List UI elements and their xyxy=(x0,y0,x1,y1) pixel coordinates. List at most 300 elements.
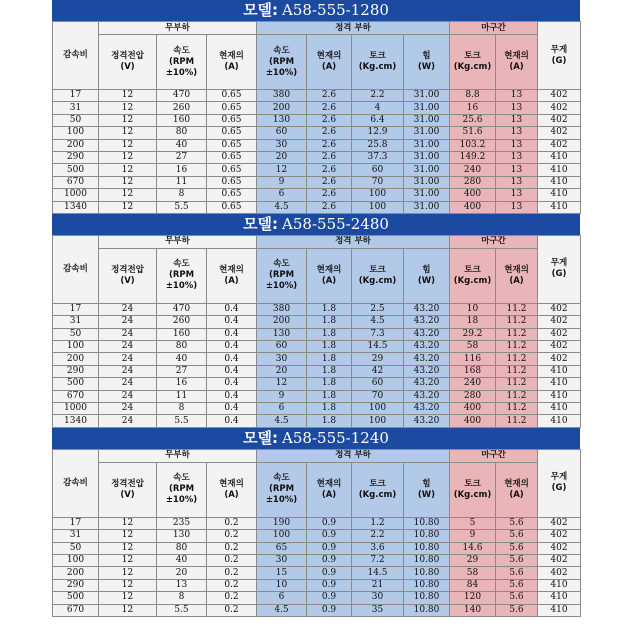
rated-voltage-cell: 12 xyxy=(99,139,157,151)
stall-current-cell: 5.6 xyxy=(496,517,538,529)
no-load-speed-cell: 40 xyxy=(157,353,207,365)
rated-torque-cell: 70 xyxy=(352,176,404,188)
stall-torque-cell: 400 xyxy=(450,403,496,415)
rated-voltage-cell: 12 xyxy=(99,604,157,616)
weight-cell: 402 xyxy=(538,341,581,353)
stall-current-cell: 11.2 xyxy=(496,390,538,402)
no-load-current-cell: 0.4 xyxy=(207,365,257,377)
no-load-current-cell: 0.65 xyxy=(207,164,257,176)
rated-torque-cell: 21 xyxy=(352,579,404,591)
weight-cell: 410 xyxy=(538,378,581,390)
header-reduction-ratio: 감속비 xyxy=(53,235,99,303)
rated-speed-cell: 30 xyxy=(257,554,307,566)
reduction-ratio-cell: 50 xyxy=(53,114,99,126)
rated-torque-cell: 37.3 xyxy=(352,151,404,163)
stall-current-cell: 13 xyxy=(496,139,538,151)
rated-current-cell: 0.9 xyxy=(307,542,352,554)
rated-speed-cell: 6 xyxy=(257,189,307,201)
stall-current-cell: 11.2 xyxy=(496,353,538,365)
rated-speed-cell: 60 xyxy=(257,341,307,353)
model-label: 모델: xyxy=(243,428,279,447)
table-row xyxy=(53,567,581,579)
no-load-current-cell: 0.4 xyxy=(207,390,257,402)
header-rated-power: 힘 (W) xyxy=(404,35,450,90)
reduction-ratio-cell: 200 xyxy=(53,567,99,579)
stall-current-cell: 11.2 xyxy=(496,341,538,353)
rated-voltage-cell: 24 xyxy=(99,353,157,365)
rated-voltage-cell: 12 xyxy=(99,127,157,139)
rated-speed-cell: 380 xyxy=(257,303,307,315)
stall-torque-cell: 16 xyxy=(450,102,496,114)
rated-voltage-cell: 24 xyxy=(99,365,157,377)
rated-power-cell: 43.20 xyxy=(404,328,450,340)
reduction-ratio-cell: 670 xyxy=(53,176,99,188)
stall-torque-cell: 58 xyxy=(450,567,496,579)
rated-speed-cell: 9 xyxy=(257,176,307,188)
rated-power-cell: 31.00 xyxy=(404,151,450,163)
rated-speed-cell: 6 xyxy=(257,592,307,604)
rated-torque-cell: 2.2 xyxy=(352,530,404,542)
model-section xyxy=(52,428,580,617)
reduction-ratio-cell: 200 xyxy=(53,139,99,151)
stall-torque-cell: 25.6 xyxy=(450,114,496,126)
weight-cell: 402 xyxy=(538,554,581,566)
no-load-speed-cell: 8 xyxy=(157,403,207,415)
rated-torque-cell: 4 xyxy=(352,102,404,114)
reduction-ratio-cell: 17 xyxy=(53,517,99,529)
header-reduction-ratio: 감속비 xyxy=(53,449,99,517)
rated-power-cell: 31.00 xyxy=(404,176,450,188)
rated-speed-cell: 65 xyxy=(257,542,307,554)
stall-current-cell: 13 xyxy=(496,176,538,188)
reduction-ratio-cell: 17 xyxy=(53,90,99,102)
rated-current-cell: 1.8 xyxy=(307,316,352,328)
rated-voltage-cell: 12 xyxy=(99,530,157,542)
rated-voltage-cell: 24 xyxy=(99,415,157,427)
stall-current-cell: 5.6 xyxy=(496,567,538,579)
no-load-speed-cell: 11 xyxy=(157,176,207,188)
rated-voltage-cell: 24 xyxy=(99,328,157,340)
weight-cell: 410 xyxy=(538,592,581,604)
stall-current-cell: 11.2 xyxy=(496,403,538,415)
stall-torque-cell: 400 xyxy=(450,415,496,427)
no-load-current-cell: 0.4 xyxy=(207,316,257,328)
reduction-ratio-cell: 1000 xyxy=(53,189,99,201)
rated-voltage-cell: 12 xyxy=(99,517,157,529)
stall-current-cell: 5.6 xyxy=(496,604,538,616)
reduction-ratio-cell: 500 xyxy=(53,592,99,604)
stall-torque-cell: 168 xyxy=(450,365,496,377)
spec-sheet xyxy=(52,0,580,617)
header-rated-load: 정격 부하 xyxy=(257,449,450,462)
stall-current-cell: 5.6 xyxy=(496,530,538,542)
stall-current-cell: 5.6 xyxy=(496,592,538,604)
no-load-current-cell: 0.2 xyxy=(207,592,257,604)
reduction-ratio-cell: 290 xyxy=(53,151,99,163)
spec-table xyxy=(52,21,581,214)
rated-power-cell: 43.20 xyxy=(404,303,450,315)
no-load-current-cell: 0.65 xyxy=(207,90,257,102)
rated-current-cell: 0.9 xyxy=(307,592,352,604)
header-no-load: 무부하 xyxy=(99,449,257,462)
no-load-speed-cell: 80 xyxy=(157,341,207,353)
rated-torque-cell: 6.4 xyxy=(352,114,404,126)
reduction-ratio-cell: 100 xyxy=(53,554,99,566)
rated-power-cell: 31.00 xyxy=(404,90,450,102)
rated-current-cell: 2.6 xyxy=(307,114,352,126)
header-no-load-current: 현재의 (A) xyxy=(207,248,257,303)
rated-speed-cell: 6 xyxy=(257,403,307,415)
no-load-speed-cell: 260 xyxy=(157,102,207,114)
stall-torque-cell: 140 xyxy=(450,604,496,616)
rated-torque-cell: 70 xyxy=(352,390,404,402)
rated-current-cell: 0.9 xyxy=(307,530,352,542)
weight-cell: 402 xyxy=(538,542,581,554)
reduction-ratio-cell: 17 xyxy=(53,303,99,315)
stall-current-cell: 13 xyxy=(496,102,538,114)
rated-current-cell: 0.9 xyxy=(307,604,352,616)
no-load-current-cell: 0.65 xyxy=(207,176,257,188)
no-load-current-cell: 0.4 xyxy=(207,328,257,340)
rated-power-cell: 31.00 xyxy=(404,114,450,126)
weight-cell: 410 xyxy=(538,415,581,427)
stall-current-cell: 13 xyxy=(496,189,538,201)
weight-cell: 402 xyxy=(538,328,581,340)
no-load-current-cell: 0.4 xyxy=(207,415,257,427)
weight-cell: 402 xyxy=(538,127,581,139)
weight-cell: 402 xyxy=(538,567,581,579)
rated-current-cell: 2.6 xyxy=(307,139,352,151)
no-load-speed-cell: 40 xyxy=(157,554,207,566)
rated-torque-cell: 2.2 xyxy=(352,90,404,102)
rated-power-cell: 10.80 xyxy=(404,604,450,616)
rated-power-cell: 31.00 xyxy=(404,164,450,176)
rated-current-cell: 1.8 xyxy=(307,328,352,340)
table-row xyxy=(53,390,581,402)
header-rated-current: 현재의 (A) xyxy=(307,462,352,517)
no-load-current-cell: 0.2 xyxy=(207,542,257,554)
rated-speed-cell: 20 xyxy=(257,365,307,377)
rated-power-cell: 10.80 xyxy=(404,542,450,554)
table-row xyxy=(53,127,581,139)
table-row xyxy=(53,164,581,176)
no-load-current-cell: 0.4 xyxy=(207,403,257,415)
reduction-ratio-cell: 290 xyxy=(53,365,99,377)
stall-current-cell: 13 xyxy=(496,127,538,139)
rated-torque-cell: 35 xyxy=(352,604,404,616)
weight-cell: 410 xyxy=(538,164,581,176)
rated-speed-cell: 60 xyxy=(257,127,307,139)
rated-torque-cell: 100 xyxy=(352,415,404,427)
header-stall-torque: 토크 (Kg.cm) xyxy=(450,35,496,90)
rated-current-cell: 2.6 xyxy=(307,102,352,114)
rated-torque-cell: 3.6 xyxy=(352,542,404,554)
rated-voltage-cell: 12 xyxy=(99,164,157,176)
weight-cell: 402 xyxy=(538,90,581,102)
stall-torque-cell: 400 xyxy=(450,189,496,201)
header-rated-speed: 속도 (RPM ±10%) xyxy=(257,462,307,517)
no-load-current-cell: 0.65 xyxy=(207,139,257,151)
rated-speed-cell: 12 xyxy=(257,378,307,390)
no-load-speed-cell: 11 xyxy=(157,390,207,402)
reduction-ratio-cell: 290 xyxy=(53,579,99,591)
rated-torque-cell: 7.3 xyxy=(352,328,404,340)
no-load-speed-cell: 80 xyxy=(157,542,207,554)
rated-power-cell: 10.80 xyxy=(404,554,450,566)
rated-torque-cell: 14.5 xyxy=(352,567,404,579)
stall-torque-cell: 8.8 xyxy=(450,90,496,102)
header-rated-power: 힘 (W) xyxy=(404,248,450,303)
header-stall-current: 현재의 (A) xyxy=(496,248,538,303)
no-load-current-cell: 0.65 xyxy=(207,102,257,114)
rated-current-cell: 1.8 xyxy=(307,390,352,402)
no-load-speed-cell: 160 xyxy=(157,328,207,340)
no-load-current-cell: 0.2 xyxy=(207,554,257,566)
rated-torque-cell: 12.9 xyxy=(352,127,404,139)
no-load-current-cell: 0.2 xyxy=(207,517,257,529)
spec-table xyxy=(52,449,581,617)
stall-torque-cell: 51.6 xyxy=(450,127,496,139)
table-row xyxy=(53,579,581,591)
table-row xyxy=(53,517,581,529)
rated-voltage-cell: 24 xyxy=(99,303,157,315)
table-row xyxy=(53,353,581,365)
rated-speed-cell: 380 xyxy=(257,90,307,102)
rated-voltage-cell: 12 xyxy=(99,542,157,554)
rated-power-cell: 43.20 xyxy=(404,403,450,415)
header-stall-current: 현재의 (A) xyxy=(496,462,538,517)
rated-power-cell: 10.80 xyxy=(404,517,450,529)
rated-speed-cell: 190 xyxy=(257,517,307,529)
rated-torque-cell: 25.8 xyxy=(352,139,404,151)
rated-speed-cell: 20 xyxy=(257,151,307,163)
header-rated-speed: 속도 (RPM ±10%) xyxy=(257,35,307,90)
model-title-bar xyxy=(52,428,580,449)
rated-current-cell: 0.9 xyxy=(307,517,352,529)
reduction-ratio-cell: 670 xyxy=(53,390,99,402)
table-row xyxy=(53,604,581,616)
rated-power-cell: 43.20 xyxy=(404,353,450,365)
rated-voltage-cell: 24 xyxy=(99,390,157,402)
rated-power-cell: 31.00 xyxy=(404,201,450,213)
weight-cell: 410 xyxy=(538,365,581,377)
rated-torque-cell: 60 xyxy=(352,164,404,176)
no-load-speed-cell: 16 xyxy=(157,164,207,176)
no-load-current-cell: 0.65 xyxy=(207,189,257,201)
header-weight: 무게 (G) xyxy=(538,449,581,517)
weight-cell: 402 xyxy=(538,139,581,151)
weight-cell: 402 xyxy=(538,102,581,114)
no-load-speed-cell: 130 xyxy=(157,530,207,542)
rated-voltage-cell: 12 xyxy=(99,592,157,604)
reduction-ratio-cell: 31 xyxy=(53,102,99,114)
table-row xyxy=(53,176,581,188)
stall-torque-cell: 280 xyxy=(450,176,496,188)
weight-cell: 402 xyxy=(538,530,581,542)
stall-torque-cell: 120 xyxy=(450,592,496,604)
stall-current-cell: 11.2 xyxy=(496,365,538,377)
stall-current-cell: 5.6 xyxy=(496,579,538,591)
stall-torque-cell: 29.2 xyxy=(450,328,496,340)
stall-current-cell: 5.6 xyxy=(496,542,538,554)
rated-voltage-cell: 12 xyxy=(99,90,157,102)
header-no-load-current: 현재의 (A) xyxy=(207,462,257,517)
header-rated-speed: 속도 (RPM ±10%) xyxy=(257,248,307,303)
reduction-ratio-cell: 50 xyxy=(53,542,99,554)
rated-voltage-cell: 24 xyxy=(99,316,157,328)
rated-torque-cell: 42 xyxy=(352,365,404,377)
table-row xyxy=(53,90,581,102)
rated-current-cell: 0.9 xyxy=(307,579,352,591)
weight-cell: 410 xyxy=(538,390,581,402)
rated-current-cell: 2.6 xyxy=(307,90,352,102)
reduction-ratio-cell: 670 xyxy=(53,604,99,616)
stall-torque-cell: 400 xyxy=(450,201,496,213)
header-reduction-ratio: 감속비 xyxy=(53,22,99,90)
no-load-speed-cell: 20 xyxy=(157,567,207,579)
rated-torque-cell: 7.2 xyxy=(352,554,404,566)
table-row xyxy=(53,189,581,201)
rated-torque-cell: 30 xyxy=(352,592,404,604)
stall-current-cell: 11.2 xyxy=(496,378,538,390)
header-rated-current: 현재의 (A) xyxy=(307,35,352,90)
reduction-ratio-cell: 1340 xyxy=(53,415,99,427)
rated-torque-cell: 60 xyxy=(352,378,404,390)
weight-cell: 402 xyxy=(538,114,581,126)
stall-torque-cell: 84 xyxy=(450,579,496,591)
header-no-load-speed: 속도 (RPM ±10%) xyxy=(157,462,207,517)
weight-cell: 410 xyxy=(538,403,581,415)
rated-voltage-cell: 24 xyxy=(99,341,157,353)
rated-voltage-cell: 12 xyxy=(99,189,157,201)
rated-voltage-cell: 12 xyxy=(99,176,157,188)
no-load-current-cell: 0.2 xyxy=(207,604,257,616)
rated-torque-cell: 14.5 xyxy=(352,341,404,353)
rated-current-cell: 0.9 xyxy=(307,567,352,579)
table-row xyxy=(53,328,581,340)
header-stall: 마구간 xyxy=(450,449,538,462)
rated-speed-cell: 130 xyxy=(257,114,307,126)
stall-torque-cell: 149.2 xyxy=(450,151,496,163)
stall-current-cell: 13 xyxy=(496,114,538,126)
rated-current-cell: 2.6 xyxy=(307,176,352,188)
stall-torque-cell: 116 xyxy=(450,353,496,365)
no-load-current-cell: 0.2 xyxy=(207,567,257,579)
no-load-current-cell: 0.65 xyxy=(207,127,257,139)
stall-current-cell: 13 xyxy=(496,151,538,163)
no-load-speed-cell: 260 xyxy=(157,316,207,328)
rated-voltage-cell: 12 xyxy=(99,554,157,566)
stall-torque-cell: 5 xyxy=(450,517,496,529)
rated-speed-cell: 200 xyxy=(257,316,307,328)
reduction-ratio-cell: 100 xyxy=(53,341,99,353)
rated-speed-cell: 9 xyxy=(257,390,307,402)
rated-voltage-cell: 12 xyxy=(99,114,157,126)
header-stall-torque: 토크 (Kg.cm) xyxy=(450,462,496,517)
rated-torque-cell: 4.5 xyxy=(352,316,404,328)
no-load-speed-cell: 27 xyxy=(157,151,207,163)
no-load-current-cell: 0.4 xyxy=(207,378,257,390)
weight-cell: 402 xyxy=(538,316,581,328)
no-load-current-cell: 0.2 xyxy=(207,530,257,542)
no-load-speed-cell: 13 xyxy=(157,579,207,591)
table-row xyxy=(53,341,581,353)
no-load-speed-cell: 470 xyxy=(157,303,207,315)
stall-torque-cell: 10 xyxy=(450,303,496,315)
rated-power-cell: 43.20 xyxy=(404,390,450,402)
stall-current-cell: 11.2 xyxy=(496,415,538,427)
rated-current-cell: 1.8 xyxy=(307,353,352,365)
table-row xyxy=(53,102,581,114)
no-load-speed-cell: 5.5 xyxy=(157,604,207,616)
header-rated-load: 정격 부하 xyxy=(257,22,450,35)
table-row xyxy=(53,530,581,542)
weight-cell: 410 xyxy=(538,604,581,616)
no-load-speed-cell: 40 xyxy=(157,139,207,151)
header-rated-torque: 토크 (Kg.cm) xyxy=(352,248,404,303)
reduction-ratio-cell: 500 xyxy=(53,164,99,176)
rated-power-cell: 10.80 xyxy=(404,579,450,591)
rated-power-cell: 10.80 xyxy=(404,530,450,542)
header-rated-torque: 토크 (Kg.cm) xyxy=(352,462,404,517)
rated-current-cell: 1.8 xyxy=(307,303,352,315)
table-row xyxy=(53,378,581,390)
no-load-speed-cell: 5.5 xyxy=(157,201,207,213)
no-load-speed-cell: 160 xyxy=(157,114,207,126)
rated-power-cell: 31.00 xyxy=(404,102,450,114)
rated-speed-cell: 12 xyxy=(257,164,307,176)
stall-torque-cell: 240 xyxy=(450,164,496,176)
table-row xyxy=(53,201,581,213)
header-rated-power: 힘 (W) xyxy=(404,462,450,517)
reduction-ratio-cell: 50 xyxy=(53,328,99,340)
rated-current-cell: 1.8 xyxy=(307,415,352,427)
no-load-current-cell: 0.65 xyxy=(207,114,257,126)
rated-speed-cell: 130 xyxy=(257,328,307,340)
rated-torque-cell: 100 xyxy=(352,201,404,213)
header-stall-current: 현재의 (A) xyxy=(496,35,538,90)
rated-torque-cell: 2.5 xyxy=(352,303,404,315)
header-stall: 마구간 xyxy=(450,22,538,35)
rated-voltage-cell: 12 xyxy=(99,579,157,591)
reduction-ratio-cell: 1000 xyxy=(53,403,99,415)
table-row xyxy=(53,139,581,151)
header-weight: 무게 (G) xyxy=(538,235,581,303)
rated-current-cell: 1.8 xyxy=(307,403,352,415)
rated-power-cell: 10.80 xyxy=(404,592,450,604)
model-number: A58-555-1240 xyxy=(282,428,389,447)
stall-torque-cell: 103.2 xyxy=(450,139,496,151)
no-load-current-cell: 0.2 xyxy=(207,579,257,591)
rated-power-cell: 43.20 xyxy=(404,378,450,390)
rated-speed-cell: 30 xyxy=(257,139,307,151)
rated-torque-cell: 100 xyxy=(352,403,404,415)
rated-power-cell: 43.20 xyxy=(404,316,450,328)
weight-cell: 402 xyxy=(538,353,581,365)
rated-power-cell: 10.80 xyxy=(404,567,450,579)
weight-cell: 410 xyxy=(538,151,581,163)
header-no-load-current: 현재의 (A) xyxy=(207,35,257,90)
no-load-speed-cell: 470 xyxy=(157,90,207,102)
table-row xyxy=(53,316,581,328)
no-load-current-cell: 0.4 xyxy=(207,303,257,315)
table-row xyxy=(53,151,581,163)
rated-power-cell: 43.20 xyxy=(404,415,450,427)
table-row xyxy=(53,114,581,126)
rated-power-cell: 31.00 xyxy=(404,139,450,151)
rated-power-cell: 31.00 xyxy=(404,127,450,139)
rated-voltage-cell: 12 xyxy=(99,567,157,579)
